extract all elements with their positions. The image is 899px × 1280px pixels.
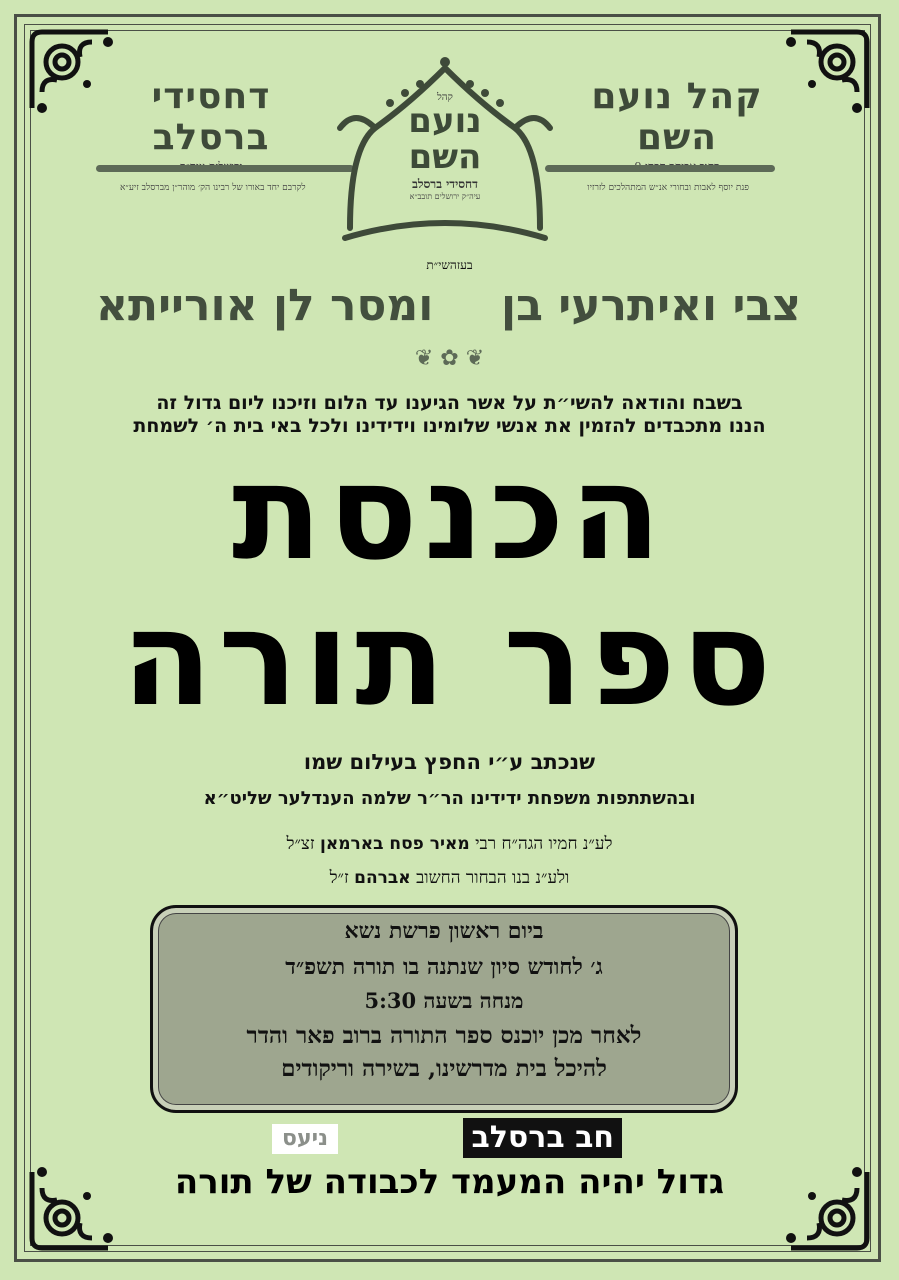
header-right-title: קהל נועם השם <box>591 76 763 158</box>
header-left-rule <box>96 165 354 172</box>
intro-line1: בשבח והודאה להשי״ת על אשר הגיענו עד הלום וזיכנו ליום גדול זה <box>156 392 743 414</box>
divider-ornament-icon: ❦ ✿ ❦ <box>414 346 485 371</box>
memorial1-suffix: זצ״ל <box>286 834 315 854</box>
intro-text <box>0 392 899 438</box>
event-details-box <box>150 905 738 1113</box>
event-time: מנחה בשעה 5:30 <box>364 988 524 1013</box>
emblem-text <box>345 92 545 201</box>
watermark-logo <box>272 1118 622 1158</box>
emblem-line2: השם <box>408 137 482 177</box>
memorial2-prefix: ולע״נ בנו הבחור החשוב <box>416 868 570 888</box>
emblem-line1: נועם <box>408 101 482 141</box>
header-left-small: לקרבם יחד באורו של רבינו הק׳ מוהר״ן מברסלב זיע״א <box>120 183 306 193</box>
watermark-main: חב ברסלב <box>463 1118 622 1158</box>
event-after1: לאחר מכן יוכנס ספר התורה ברוב פאר והדר <box>246 1022 642 1049</box>
written-by: שנכתב ע״י החפץ בעילום שמו <box>303 750 596 774</box>
corner-ornament-icon <box>781 22 877 118</box>
partnership: ובהשתתפות משפחת ידידינו הר״ר שלמה הענדלער שליט״א <box>203 788 696 809</box>
memorial1-prefix: לע״נ חמיו הגה״ח רבי <box>475 834 613 854</box>
memorial-line1 <box>0 834 899 854</box>
headline-line2: ספר תורה <box>121 582 778 736</box>
intro-line2: הננו מתכבדים להזמין את אנשי שלומינו וידידינו ולכל באי בית ה׳ לשמחת <box>133 415 766 437</box>
header-right-small: פנת יוסף לאבות ובחורי אנ״ש המתהלכים לזרזיו <box>587 183 749 193</box>
watermark-sub: ניעס <box>272 1124 338 1154</box>
event-after2: להיכל בית מדרשינו, בשירה וריקודים <box>281 1055 607 1082</box>
emblem-sub: דחסידי ברסלב <box>412 177 478 191</box>
memorial2-suffix: ז״ל <box>329 868 349 888</box>
footer-slogan: גדול יהיה המעמד לכבודה של תורה <box>174 1162 725 1202</box>
header-right-rule <box>545 165 775 172</box>
header-left <box>96 76 326 173</box>
verse-right: צבי ואיתרעי בן <box>501 280 801 331</box>
header-right <box>567 76 787 173</box>
emblem-sub2: עיה״ק ירושלים תובב״א <box>409 192 481 201</box>
event-day: ביום ראשון פרשת נשא <box>344 918 544 944</box>
memorial2-name: אברהם <box>354 868 411 888</box>
verse-left: ומסר לן אורייתא <box>96 280 434 331</box>
emblem-kehal: קהל <box>437 92 453 103</box>
header-left-title: דחסידי ברסלב <box>151 76 271 158</box>
headline-line1: הכנסת <box>231 436 668 590</box>
memorial1-name: מאיר פסח בארמאן <box>319 834 470 854</box>
memorial-line2 <box>0 868 899 888</box>
bs-abbrev: בעזהשי״ת <box>426 258 473 272</box>
event-date: ג׳ לחודש סיון שנתנה בו תורה תשפ״ד <box>285 954 603 980</box>
